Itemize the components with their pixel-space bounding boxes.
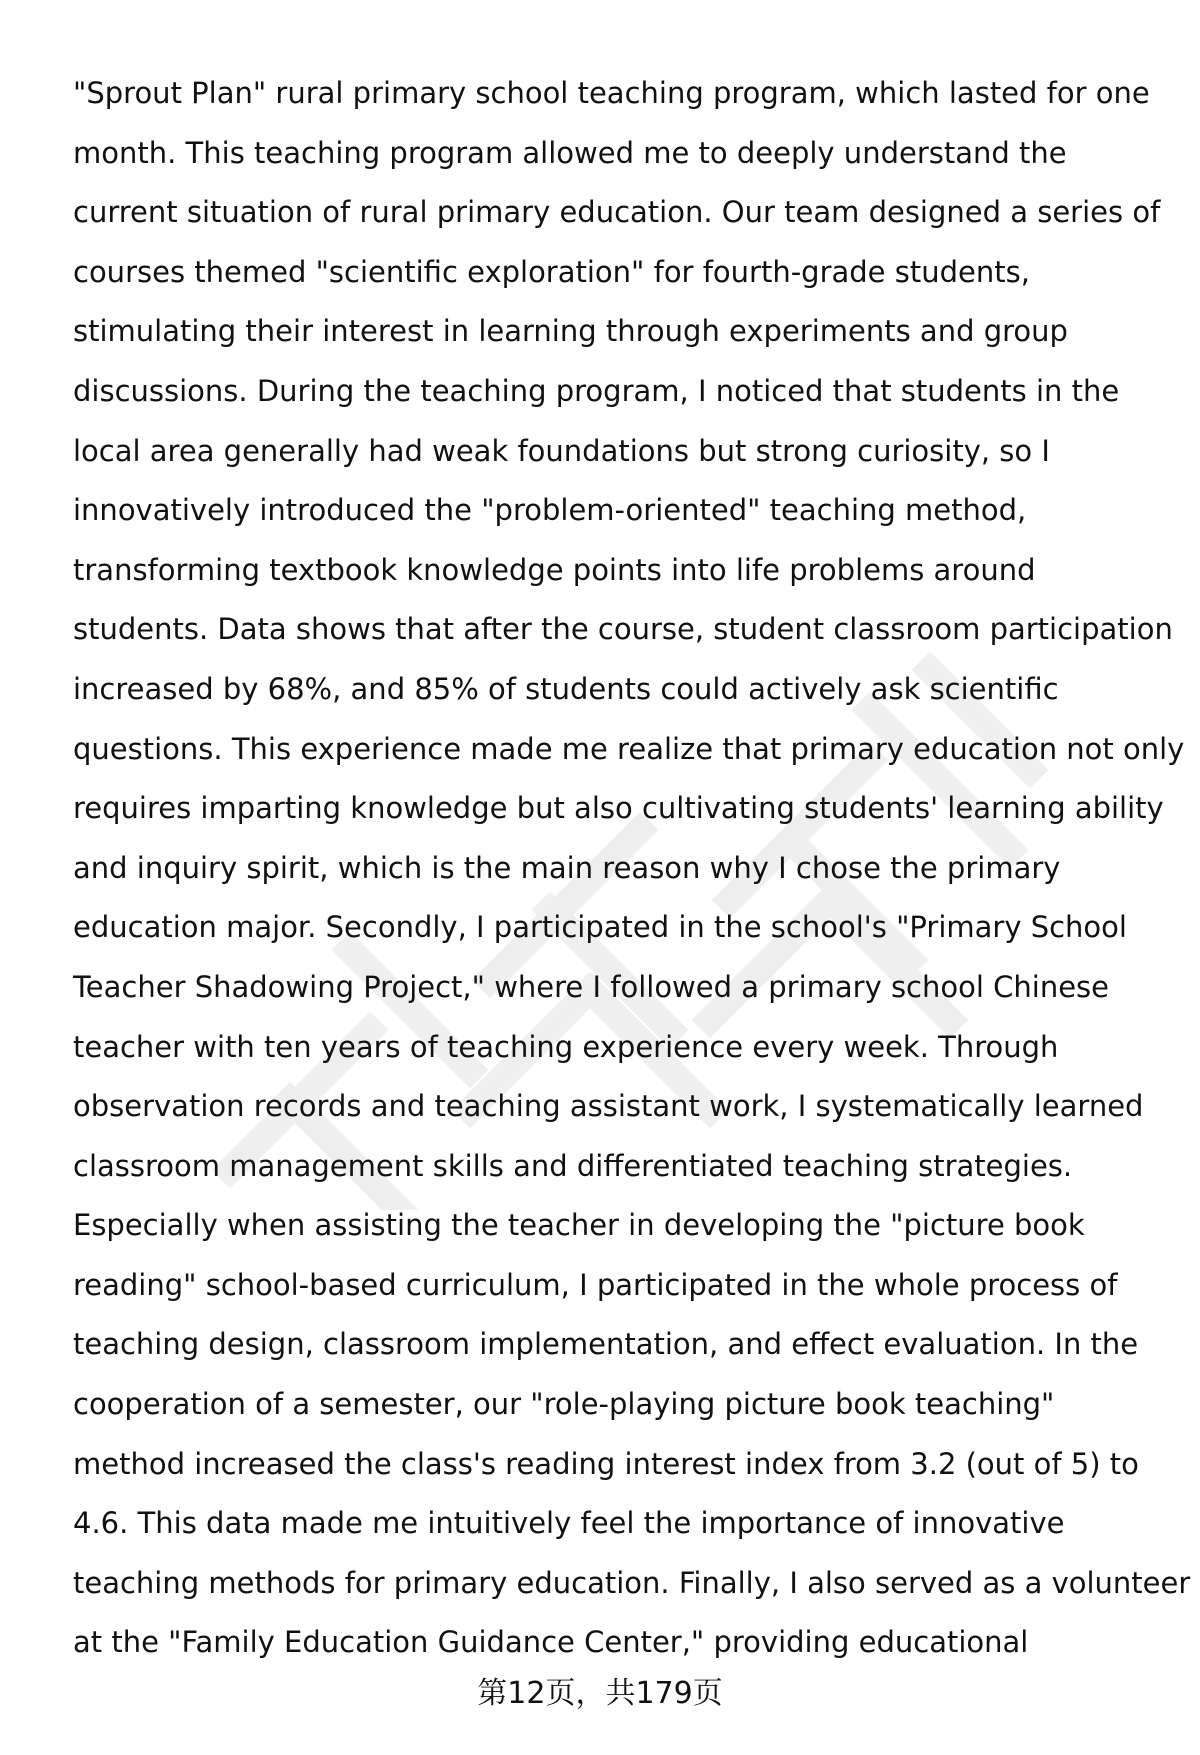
text-line: local area generally had weak foundations but strong curiosity, so I — [73, 433, 1050, 468]
text-line: current situation of rural primary education. Our team designed a series of — [73, 195, 1161, 230]
text-line: education major. Secondly, I participated in the school's "Primary School — [73, 910, 1127, 945]
text-line: transforming textbook knowledge points into life problems around — [73, 552, 1036, 587]
text-line: and inquiry spirit, which is the main reason why I chose the primary — [73, 850, 1061, 885]
text-line: questions. This experience made me realize that primary education not only — [73, 731, 1185, 766]
text-line: courses themed "scientific exploration" for fourth-grade students, — [73, 254, 1030, 289]
text-line: Especially when assisting the teacher in developing the "picture book — [73, 1208, 1085, 1243]
text-line: month. This teaching program allowed me to deeply understand the — [73, 135, 1067, 170]
text-line: increased by 68%, and 85% of students could actively ask scientific — [73, 671, 1059, 706]
text-line: Teacher Shadowing Project," where I followed a primary school Chinese — [73, 969, 1109, 1004]
text-line: method increased the class's reading interest index from 3.2 (out of 5) to — [73, 1446, 1139, 1481]
text-line: teaching design, classroom implementation, and effect evaluation. In the — [73, 1327, 1139, 1362]
text-line: observation records and teaching assistant work, I systematically learned — [73, 1089, 1144, 1124]
text-line: requires imparting knowledge but also cultivating students' learning ability — [73, 791, 1164, 826]
text-line: 4.6. This data made me intuitively feel the importance of innovative — [73, 1506, 1065, 1541]
text-line: classroom management skills and differentiated teaching strategies. — [73, 1148, 1073, 1183]
text-line: "Sprout Plan" rural primary school teaching program, which lasted for one — [73, 76, 1150, 110]
text-line: students. Data shows that after the course, student classroom participation — [73, 612, 1173, 647]
text-line: teacher with ten years of teaching experience every week. Through — [73, 1029, 1059, 1064]
text-line: stimulating their interest in learning through experiments and group — [73, 314, 1068, 349]
text-line: teaching methods for primary education. Finally, I also served as a volunteer — [73, 1565, 1191, 1600]
text-line: discussions. During the teaching program, I noticed that students in the — [73, 373, 1120, 408]
text-line: at the "Family Education Guidance Center," providing educational — [73, 1625, 1029, 1660]
body-paragraph — [73, 64, 1191, 1673]
text-line: cooperation of a semester, our "role-playing picture book teaching" — [73, 1387, 1055, 1422]
text-line: reading" school-based curriculum, I participated in the whole process of — [73, 1267, 1118, 1302]
page-number-footer: 第12页，共179页 — [477, 1676, 723, 1711]
text-line: innovatively introduced the "problem-oriented" teaching method, — [73, 493, 1027, 528]
